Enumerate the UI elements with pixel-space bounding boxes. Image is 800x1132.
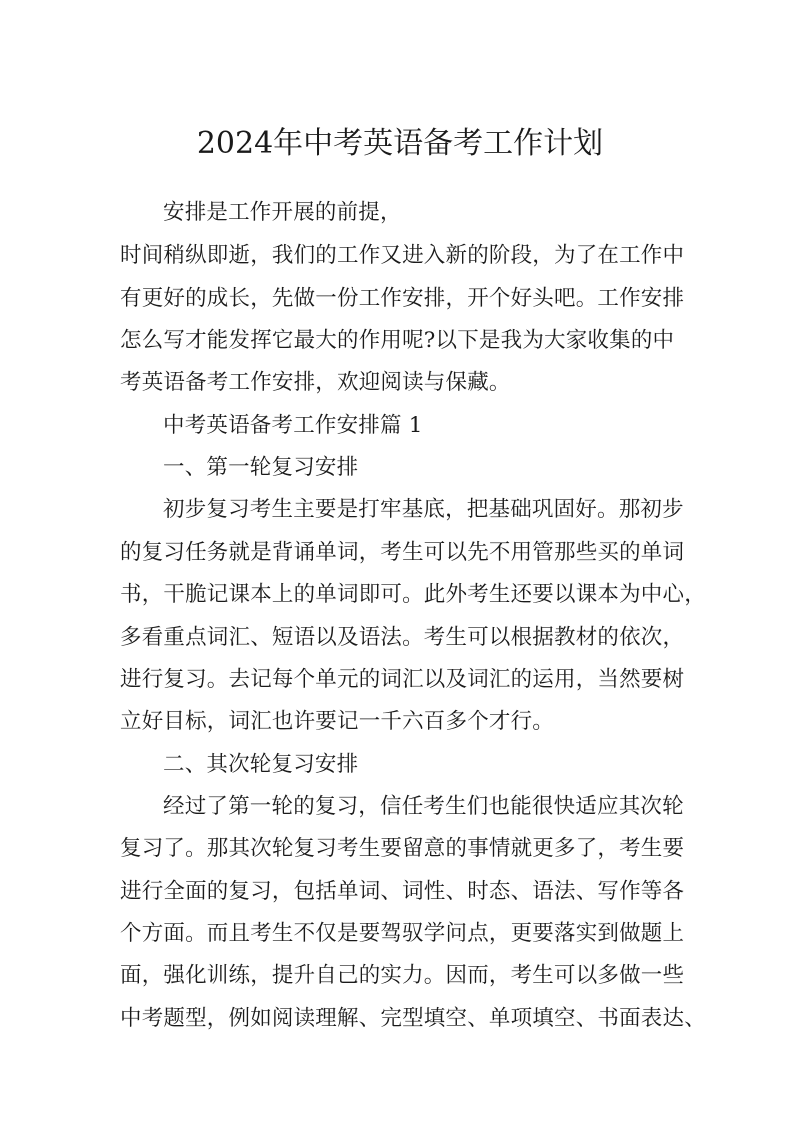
paragraph-line: 怎么写才能发挥它最大的作用呢?以下是我为大家收集的中 (120, 328, 675, 353)
paragraph-line: 个方面。而且考生不仅是要驾驭学问点，更要落实到做题上 (120, 921, 685, 946)
document-title: 2024年中考英语备考工作计划 (196, 126, 604, 161)
paragraph-line: 初步复习考生主要是打牢基底，把基础巩固好。那初步 (163, 497, 684, 522)
paragraph-line: 有更好的成长，先做一份工作安排，开个好头吧。工作安排 (120, 286, 685, 311)
section-heading: 一、第一轮复习安排 (163, 455, 359, 480)
paragraph-line: 经过了第一轮的复习，信任考生们也能很快适应其次轮 (163, 794, 684, 819)
paragraph-line: 面，强化训练，提升自己的实力。因而，考生可以多做一些 (120, 963, 685, 988)
paragraph-line: 时间稍纵即逝，我们的工作又进入新的阶段，为了在工作中 (120, 243, 685, 268)
paragraph-line: 复习了。那其次轮复习考生要留意的事情就更多了，考生要 (120, 836, 685, 861)
section-heading: 中考英语备考工作安排篇 1 (163, 413, 423, 438)
paragraph-line: 立好目标，词汇也许要记一千六百多个才行。 (120, 709, 555, 734)
paragraph-line: 书，干脆记课本上的单词即可。此外考生还要以课本为中心， (120, 582, 706, 607)
paragraph-line: 中考题型，例如阅读理解、完型填空、单项填空、书面表达、 (120, 1006, 706, 1031)
paragraph-line: 考英语备考工作安排，欢迎阅读与保藏。 (120, 370, 511, 395)
section-heading: 二、其次轮复习安排 (163, 752, 359, 777)
paragraph-line: 进行复习。去记每个单元的词汇以及词汇的运用，当然要树 (120, 667, 685, 692)
paragraph-line: 多看重点词汇、短语以及语法。考生可以根据教材的依次， (120, 625, 685, 650)
paragraph-line: 进行全面的复习，包括单词、词性、时态、语法、写作等各 (120, 879, 685, 904)
paragraph-line: 安排是工作开展的前提， (163, 200, 402, 225)
paragraph-line: 的复习任务就是背诵单词，考生可以先不用管那些买的单词 (120, 540, 685, 565)
